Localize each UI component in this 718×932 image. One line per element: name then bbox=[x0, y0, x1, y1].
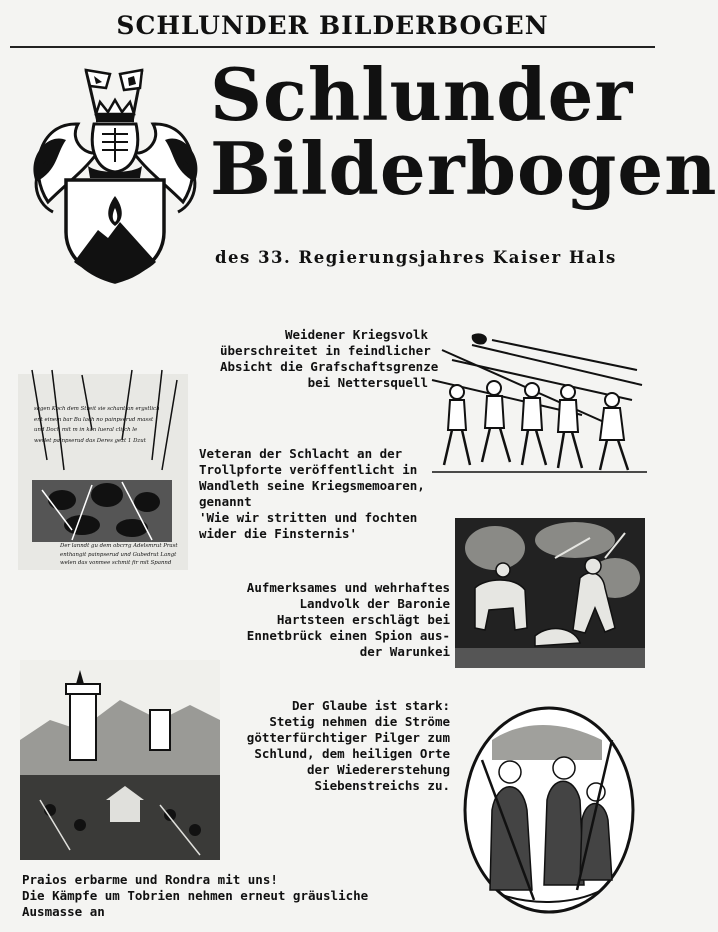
caption-line: Aufmerksames und wehrhaftes bbox=[246, 580, 450, 595]
caption-line: der Warunkei bbox=[359, 644, 450, 659]
caption-line: der Wiedererstehung bbox=[307, 762, 450, 777]
caption-veteran bbox=[199, 446, 424, 542]
headline-line-2: Bilderbogen bbox=[210, 126, 718, 211]
caption-landvolk bbox=[220, 580, 450, 660]
masthead bbox=[10, 6, 655, 48]
castle-battle-woodcut bbox=[20, 660, 220, 860]
headline-line-1: Schlunder bbox=[210, 52, 634, 137]
caption-line: Weidener Kriegsvolk bbox=[285, 327, 428, 342]
headline bbox=[210, 52, 718, 211]
caption-line: Veteran der Schlacht an der bbox=[199, 446, 403, 461]
caption-line: Praios erbarme und Rondra mit uns! bbox=[22, 872, 278, 887]
manuscript-line: und Doch mit m in kan lueral clifch le bbox=[34, 427, 138, 433]
subtitle: des 33. Regierungsjahres Kaiser Hals bbox=[215, 248, 617, 267]
caption-praios bbox=[22, 872, 412, 920]
caption-line: Siebenstreichs zu. bbox=[314, 778, 450, 793]
caption-line: wider die Finsternis' bbox=[199, 526, 358, 541]
marching-soldiers-woodcut bbox=[432, 330, 647, 475]
caption-kriegsvolk bbox=[220, 327, 439, 391]
manuscript-line: enthangit painpserud und Gubedrut Langt bbox=[60, 551, 177, 558]
caption-line: Hartsteen erschlägt bei bbox=[276, 612, 450, 627]
caption-glaube bbox=[225, 698, 450, 794]
caption-line: Absicht die Grafschaftsgrenze bbox=[220, 359, 439, 374]
caption-line: Stetig nehmen die Ströme bbox=[269, 714, 450, 729]
manuscript-line: werlet painpserud das Deres gezt 1 Dzut bbox=[34, 437, 146, 444]
manuscript-line: Der lanndt gu dem obcrrg Adelsmrut Prast bbox=[60, 543, 178, 549]
caption-line: 'Wie wir stritten und fochten bbox=[199, 510, 418, 525]
caption-line: Ennetbrück einen Spion aus- bbox=[246, 628, 450, 643]
caption-line: überschreitet in feindlicher bbox=[220, 343, 431, 358]
masthead-title: SCHLUNDER BILDERBOGEN bbox=[116, 11, 549, 40]
caption-line: Schlund, dem heiligen Orte bbox=[254, 746, 450, 761]
pilgrims-round-woodcut bbox=[462, 700, 637, 915]
caption-line: Trollpforte veröffentlicht in bbox=[199, 462, 418, 477]
caption-line: genannt bbox=[199, 494, 252, 509]
caption-line: Ausmasse an bbox=[22, 904, 105, 919]
caption-line: bei Nettersquell bbox=[307, 375, 428, 390]
caption-line: Die Kämpfe um Tobrien nehmen erneut gräusliche bbox=[22, 888, 369, 903]
caption-line: Der Glaube ist stark: bbox=[291, 698, 450, 713]
battle-manuscript-woodcut bbox=[12, 370, 194, 575]
caption-line: Landvolk der Baronie bbox=[299, 596, 450, 611]
caption-line: götterfürchtiger Pilger zum bbox=[246, 730, 450, 745]
spy-slaying-woodcut bbox=[455, 518, 645, 668]
manuscript-line: welen das vonmee schmit fir mit Spannd bbox=[60, 560, 172, 566]
coat-of-arms-icon bbox=[28, 62, 203, 284]
manuscript-line: sagen Koch dem Streit sie schant an ergstlich bbox=[34, 406, 160, 412]
manuscript-line: ent einem bar Bu lach no painpserud masst bbox=[34, 416, 154, 423]
caption-line: Wandleth seine Kriegsmemoaren, bbox=[199, 478, 425, 493]
